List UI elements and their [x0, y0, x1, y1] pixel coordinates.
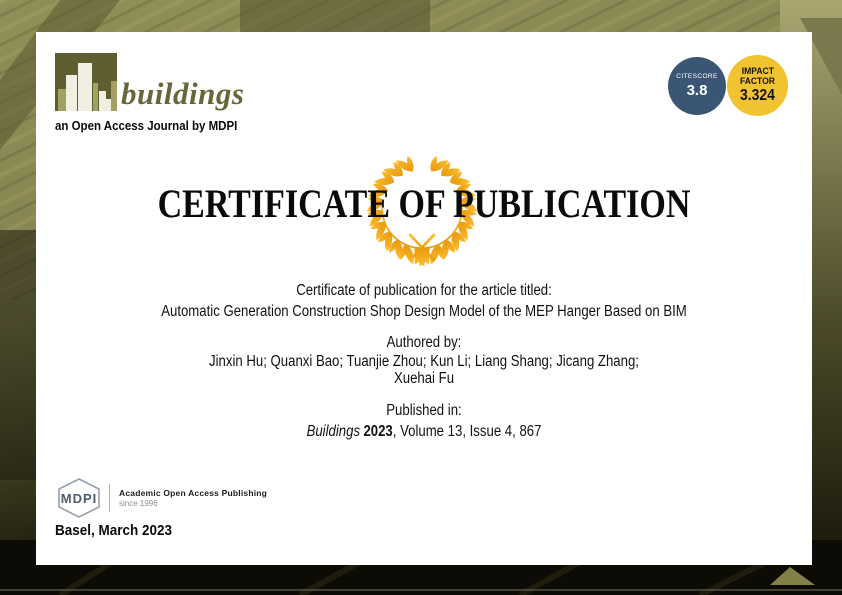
article-title: Automatic Generation Construction Shop Design Model of the MEP Hanger Based on BIM: [161, 303, 687, 320]
impact-factor-label-line2: FACTOR: [739, 75, 775, 87]
citescore-badge: [668, 57, 726, 115]
publication-line: [94, 421, 754, 442]
publication-details: , Volume 13, Issue 4, 867: [392, 423, 542, 440]
journal-tagline: an Open Access Journal by MDPI: [55, 119, 238, 133]
publisher-description: [119, 488, 267, 508]
authored-by-label: Authored by:: [386, 334, 462, 351]
journal-name: buildings: [121, 76, 245, 111]
publication-journal-name: Buildings: [306, 423, 361, 440]
authors-line1: Jinxin Hu; Quanxi Bao; Tuanjie Zhou; Kun Li; Liang Shang; Jicang Zhang;: [209, 353, 639, 370]
citescore-value: 3.8: [686, 82, 708, 100]
mdpi-logo-icon: [55, 476, 103, 520]
certificate-title: CERTIFICATE OF PUBLICATION: [157, 181, 691, 226]
publisher-divider: [109, 484, 110, 512]
impact-factor-value: 3.324: [740, 87, 775, 105]
citescore-label: CITESCORE: [676, 72, 718, 80]
journal-brand: [55, 53, 244, 111]
publisher-line2: since 1996: [119, 499, 158, 508]
intro-line: Certificate of publication for the article titled:: [296, 282, 552, 299]
place-date: Basel, March 2023: [55, 522, 173, 539]
certificate-body: [94, 280, 754, 442]
published-in-label: Published in:: [386, 402, 462, 419]
buildings-logo-icon: [55, 53, 117, 111]
certificate-card: [36, 32, 812, 565]
publisher-block: [55, 476, 267, 520]
impact-factor-badge: [727, 55, 788, 116]
publisher-line1: Academic Open Access Publishing: [119, 488, 268, 498]
mdpi-logo-text: MDPI: [60, 491, 98, 506]
impact-factor-label-line1: IMPACT: [741, 66, 774, 78]
authors-line2: Xuehai Fu: [393, 370, 455, 387]
publication-year: 2023: [363, 423, 393, 440]
